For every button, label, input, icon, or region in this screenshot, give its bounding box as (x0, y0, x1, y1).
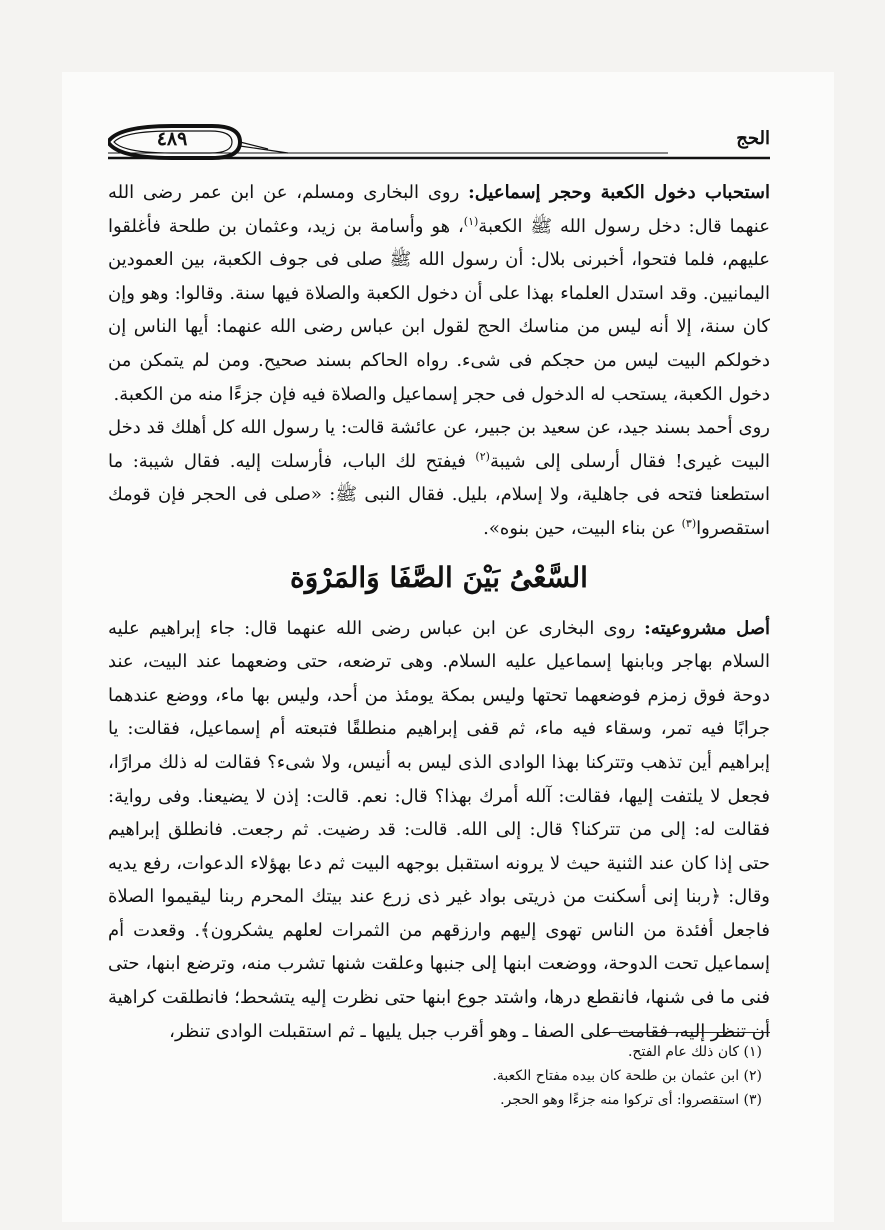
main-text (108, 176, 770, 1048)
paragraph-1-text-b: ، هو وأسامة بن زيد، وعثمان بن طلحة فأغلقوا عليهم، فلما فتحوا، أخبرنى بلال: أن رسول الله ﷺ صلى فى جوف الكعبة، بين العمودين اليمانيين. وقد استدل العلماء بهذا على أن دخول الكعبة والصلاة فيها سنة. وقالوا: وهو وإن كان سنة، إلا أنه ليس من مناسك الحج لقول ابن عباس رضى الله عنهما: أيها الناس إن دخولكم البيت ليس من حجكم فى شىء. رواه الحاكم بسند صحيح. ومن لم يتمكن من دخول الكعبة، يستحب له الدخول فى حجر إسماعيل والصلاة فيه فإن جزءًا منه من الكعبة. (108, 215, 770, 405)
paragraph-1-heading: استحباب دخول الكعبة وحجر إسماعيل: (468, 182, 770, 203)
footnote-ref-1: (١) (463, 214, 479, 228)
footnote-3: (٣) استقصروا: أى تركوا منه جزءًا وهو الحجر. (500, 1092, 762, 1108)
paragraph-1-text-a: روى البخارى ومسلم، عن ابن عمر رضى الله عنهما قال: دخل رسول الله ﷺ الكعبة (108, 182, 770, 237)
running-title: الحج (736, 128, 770, 149)
footnote-1: (١) كان ذلك عام الفتح. (627, 1044, 762, 1060)
footnote-ref-2: (٢) (475, 449, 490, 463)
footnotes (108, 1040, 762, 1112)
footnote-2: (٢) ابن عثمان بن طلحة كان بيده مفتاح الكعبة. (492, 1068, 762, 1084)
paragraph-2-text-c: عن بناء البيت، حين بنوه». (483, 517, 682, 539)
footnote-ref-3: (٣) (681, 516, 697, 530)
footnote-divider (602, 1032, 770, 1033)
paragraph-3-text: روى البخارى عن ابن عباس رضى الله عنهما قال: جاء إبراهيم عليه السلام بهاجر وبابنها إسماعيل عليه السلام. وهى ترضعه، حتى وضعهما عند البيت، عند دوحة فوق زمزم فوضعهما تحتها وليس بمكة يومئذ من أحد، وليس بها ماء، ووضع عندهما جرابًا فيه تمر، وسقاء فيه ماء، ثم قفى إبراهيم منطلقًا فتبعته أم إسماعيل، فقالت: يا إبراهيم أين تذهب وتتركنا بهذا الوادى الذى ليس به أنيس، ولا شىء؟ فقالت له ذلك مرارًا، فجعل لا يلتفت إليها، فقالت: آلله أمرك بهذا؟ قال: نعم. قالت: إذن لا يضيعنا. وفى رواية: فقالت له: إلى من تتركنا؟ قال: إلى الله. قالت: قد رضيت. ثم رجعت. فانطلق إبراهيم حتى إذا كان عند الثنية حيث لا يرونه استقبل بوجهه البيت ثم دعا بهؤلاء الدعوات، رفع يديه وقال: ﴿ربنا إنى أسكنت من ذريتى بواد غير ذى زرع عند بيتك المحرم ربنا ليقيموا الصلاة فاجعل أفئدة من الناس تهوى إليهم وارزقهم من الثمرات لعلهم يشكرون﴾. وقعدت أم إسماعيل تحت الدوحة، ووضعت ابنها إلى جنبها وعلقت شنها تشرب منه، وترضع ابنها، حتى فنى ما فى شنها، فانقطع درها، واشتد جوع ابنها حتى نظرت إليه يتشحط؛ فانطلقت كراهية أن تنظر إليه، فقامت على الصفا ـ وهو أقرب جبل يليها ـ ثم استقبلت الوادى تنظر، (108, 617, 770, 1042)
header-ornament (108, 122, 770, 162)
paragraph-2 (108, 411, 770, 545)
section-heading: السَّعْىُ بَيْنَ الصَّفَا وَالمَرْوَة (290, 560, 588, 594)
paragraph-1 (108, 176, 770, 411)
paragraph-3 (108, 612, 770, 1049)
page-header (108, 122, 770, 162)
paragraph-3-heading: أصل مشروعيته: (644, 617, 771, 639)
page-number: ٤٨٩ (156, 128, 188, 150)
paragraph-2-text-b: فيفتح لك الباب، فأرسلت إليه. فقال شيبة: ما استطعنا فتحه فى جاهلية، ولا إسلام، بليل. فقال النبى ﷺ: «صلى فى الحجر فإن قومك استقصروا (108, 450, 770, 539)
paragraph-2-text-a: روى أحمد بسند جيد، عن سعيد بن جبير، عن عائشة قالت: يا رسول الله كل أهلك قد دخل البيت غيرى! فقال أرسلى إلى شيبة (108, 417, 771, 472)
